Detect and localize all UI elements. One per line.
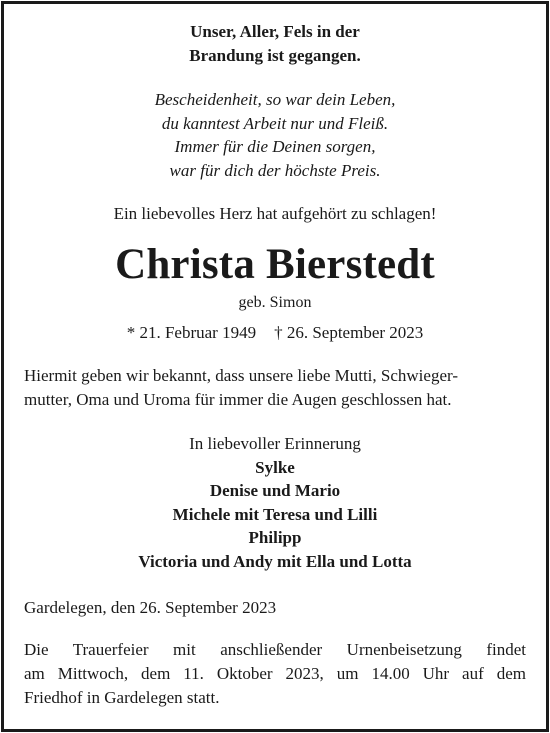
poem-line: Bescheidenheit, so war dein Leben, <box>154 90 396 109</box>
birth-date: * 21. Februar 1949 <box>126 323 257 342</box>
poem-line: Immer für die Deinen sorgen, <box>174 137 376 156</box>
mourners-section <box>4 432 546 573</box>
announcement-line: Hiermit geben wir bekannt, dass unsere liebe Mutti, Schwieger- <box>24 366 458 385</box>
obituary-notice <box>1 1 549 732</box>
poem-line: war für dich der höchste Preis. <box>169 160 381 180</box>
mourner-name: Michele mit Teresa und Lilli <box>172 504 378 524</box>
poem-line: du kanntest Arbeit nur und Fleiß. <box>161 113 389 133</box>
deceased-name: Christa Bierstedt <box>115 241 435 288</box>
mourner-name: Sylke <box>255 457 295 477</box>
service-line: Friedhof in Gardelegen statt. <box>24 688 220 707</box>
memory-label: In liebevoller Erinnerung <box>189 434 361 453</box>
life-dates <box>4 321 546 345</box>
mourner-name: Philipp <box>248 528 302 547</box>
funeral-service-info <box>24 638 526 710</box>
poem <box>4 88 546 182</box>
service-line: Die Trauerfeier mit anschließender Urnenbeisetzung findet <box>24 640 526 659</box>
announcement-line: mutter, Oma und Uroma für immer die Augen geschlossen hat. <box>24 390 452 409</box>
maiden-name: geb. Simon <box>238 294 312 311</box>
heading-line: Unser, Aller, Fels in der <box>190 22 360 41</box>
mourner-name: Denise und Mario <box>209 481 341 500</box>
death-date: † 26. September 2023 <box>274 323 424 342</box>
heading <box>4 20 546 68</box>
intro-text: Ein liebevolles Herz hat aufgehört zu schlagen! <box>113 204 437 223</box>
service-line: am Mittwoch, dem 11. Oktober 2023, um 14.00 Uhr auf dem <box>24 664 526 683</box>
announcement <box>24 364 526 412</box>
place-date: Gardelegen, den 26. September 2023 <box>24 598 277 617</box>
heading-line: Brandung ist gegangen. <box>189 46 361 65</box>
mourner-name: Victoria und Andy mit Ella und Lotta <box>138 551 412 571</box>
